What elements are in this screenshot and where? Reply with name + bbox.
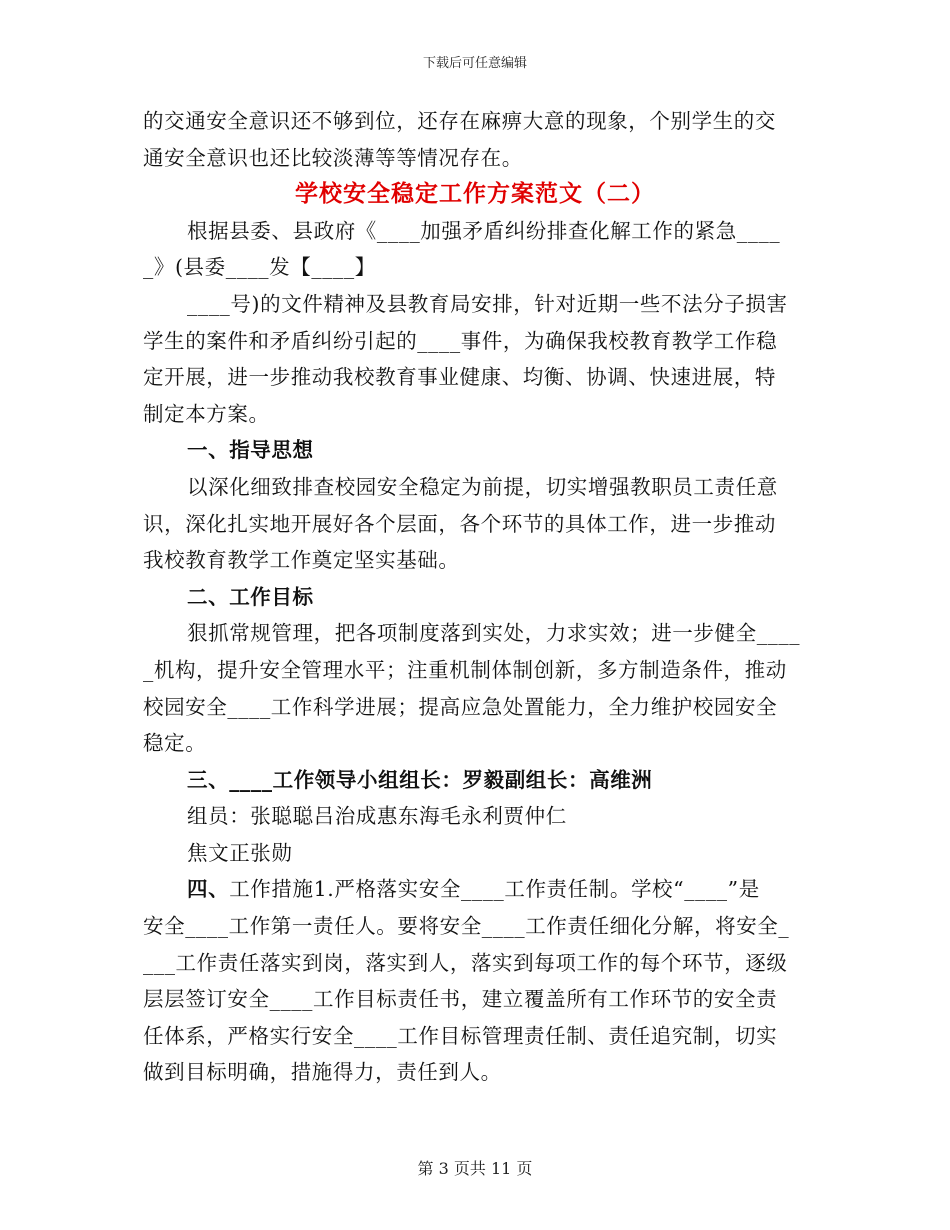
document-body [143,103,807,1091]
heading-work-goal: 二、工作目标 [187,584,314,609]
body-line [143,871,807,908]
body-line: 定开展，进一步推动我校教育事业健康、均衡、协调、快速进展，特 [143,365,776,390]
body-line: 层层签订安全____工作目标责任书，建立覆盖所有工作环节的安全责 [143,987,778,1012]
body-line: 狠抓常规管理，把各项制度落到实处，力求实效；进一步健全____ [187,621,801,646]
body-line: 校园安全____工作科学进展；提高应急处置能力，全力维护校园安全 [143,694,778,719]
body-line: 安全____工作第一责任人。要将安全____工作责任细化分解，将安全_ [143,914,790,939]
body-line: 学生的案件和矛盾纠纷引起的____事件，为确保我校教育教学工作稳 [143,328,778,353]
body-line: 任体系，严格实行安全____工作目标管理责任制、责任追究制，切实 [143,1023,778,1048]
measures-text: 工作措施1.严格落实安全____工作责任制。学校“____”是 [229,877,760,902]
body-line: 稳定。 [143,731,207,756]
body-line: 焦文正张勋 [187,840,293,865]
body-line: ___工作责任落实到岗，落实到人，落实到每项工作的每个环节，逐级 [143,950,788,975]
body-line: 制定本方案。 [143,401,270,426]
body-line: 我校教育教学工作奠定坚实基础。 [143,548,460,573]
body-line: ____号)的文件精神及县教育局安排，针对近期一些不法分子损害 [187,291,788,316]
body-line: 以深化细致排查校园安全稳定为前提，切实增强教职员工责任意 [187,474,778,499]
page-footer: 第 3 页共 11 页 [417,1159,533,1178]
body-line: 做到目标明确，措施得力，责任到人。 [143,1060,502,1085]
heading-leadership-group: 三、____工作领导小组组长：罗毅副组长：高维洲 [187,767,653,792]
body-line: 组员：张聪聪吕治成惠东海毛永利贾仲仁 [187,804,567,829]
page-header: 下载后可任意编辑 [422,56,527,71]
body-line: 根据县委、县政府《____加强矛盾纠纷排查化解工作的紧急____ [187,218,781,243]
body-line: _机构，提升安全管理水平；注重机制体制创新，多方制造条件，推动 [143,657,787,682]
section-title: 学校安全稳定工作方案范文（二） [295,180,655,208]
body-line: 的交通安全意识还不够到位，还存在麻痹大意的现象，个别学生的交 [143,109,776,133]
heading-work-measures: 四、 [187,877,230,902]
body-line: 识，深化扎实地开展好各个层面，各个环节的具体工作，进一步推动 [143,511,776,536]
heading-guiding-thought: 一、指导思想 [187,438,314,463]
body-line: 通安全意识也还比较淡薄等等情况存在。 [143,145,523,170]
body-line: _》(县委____发【____】 [143,255,376,280]
